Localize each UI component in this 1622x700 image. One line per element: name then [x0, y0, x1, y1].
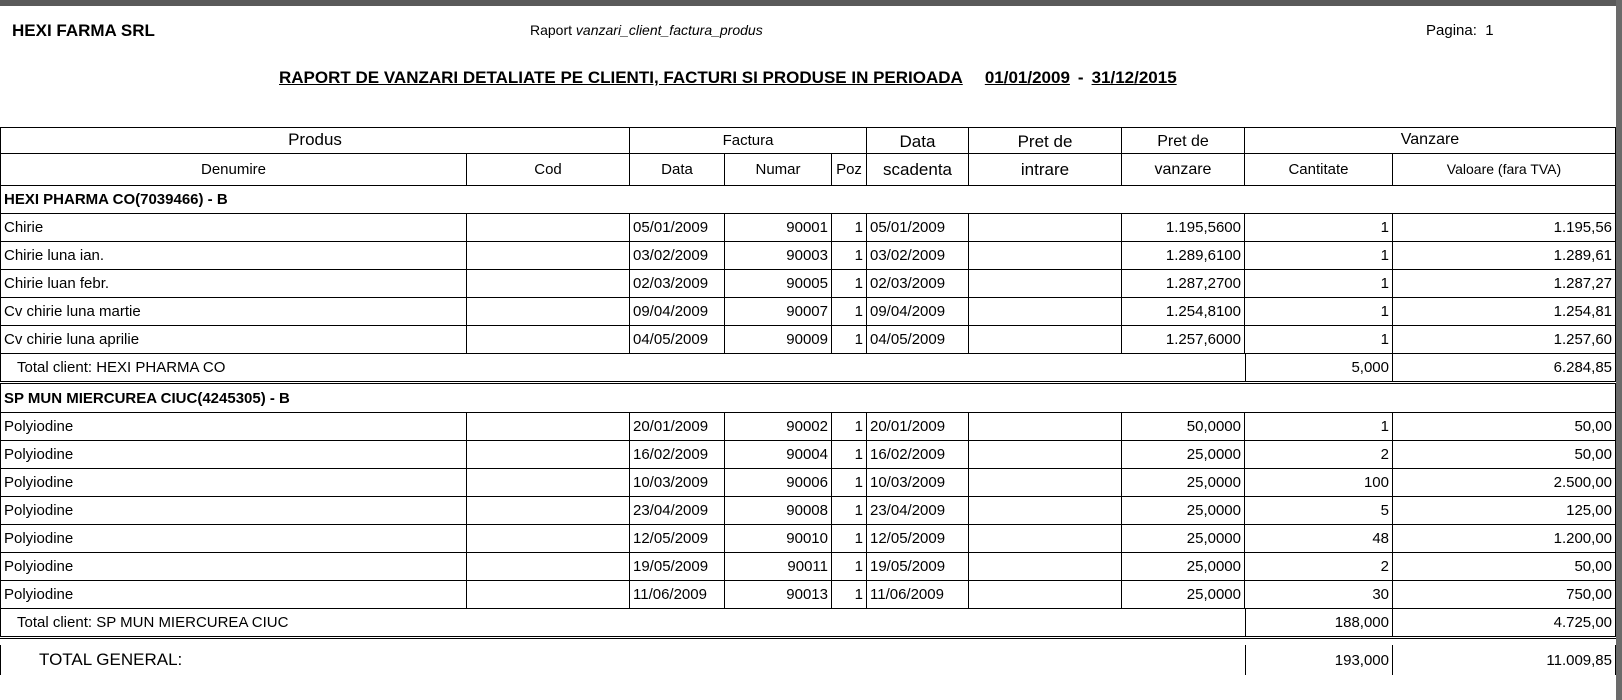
window-right-border	[1616, 0, 1622, 700]
report-title	[279, 68, 1177, 88]
cell-valoare: 1.289,61	[1393, 241, 1616, 269]
cell-poz: 1	[832, 213, 867, 241]
col-denumire: Denumire	[0, 153, 467, 185]
grand-total-row	[0, 645, 1616, 675]
table-row	[0, 440, 1616, 468]
cell-scadenta: 10/03/2009	[867, 468, 969, 496]
client-total-label: Total client: SP MUN MIERCUREA CIUC	[0, 608, 1245, 636]
cell-name: Chirie luna ian.	[0, 241, 467, 269]
cell-data: 03/02/2009	[630, 241, 725, 269]
report-identifier: vanzari_client_factura_produs	[575, 22, 763, 38]
cell-scadenta: 09/04/2009	[867, 297, 969, 325]
col-data: Data	[630, 153, 725, 185]
col-pret-intrare-line1: Pret de	[1017, 132, 1073, 151]
table-row	[0, 496, 1616, 524]
cell-numar: 90003	[725, 241, 832, 269]
cell-empty	[969, 213, 1122, 241]
date-separator: -	[1077, 68, 1084, 87]
cell-data: 12/05/2009	[630, 524, 725, 552]
cell-name: Polyiodine	[0, 412, 467, 440]
cell-empty	[467, 325, 630, 353]
cell-poz: 1	[832, 297, 867, 325]
cell-cantitate: 1	[1245, 269, 1393, 297]
cell-valoare: 1.287,27	[1393, 269, 1616, 297]
date-to: 31/12/2015	[1091, 68, 1177, 87]
grand-total-cantitate: 193,000	[1245, 645, 1393, 675]
cell-valoare: 1.195,56	[1393, 213, 1616, 241]
cell-empty	[969, 412, 1122, 440]
col-data-scadenta-line2: scadenta	[883, 160, 952, 179]
client-group-header	[0, 185, 1616, 213]
cell-data: 11/06/2009	[630, 580, 725, 608]
cell-valoare: 50,00	[1393, 412, 1616, 440]
cell-data: 05/01/2009	[630, 213, 725, 241]
cell-poz: 1	[832, 412, 867, 440]
cell-empty	[467, 297, 630, 325]
cell-scadenta: 04/05/2009	[867, 325, 969, 353]
cell-name: Polyiodine	[0, 524, 467, 552]
cell-empty	[467, 241, 630, 269]
cell-scadenta: 16/02/2009	[867, 440, 969, 468]
cell-valoare: 750,00	[1393, 580, 1616, 608]
table-row	[0, 297, 1616, 325]
cell-valoare: 1.254,81	[1393, 297, 1616, 325]
cell-valoare: 2.500,00	[1393, 468, 1616, 496]
table-row	[0, 269, 1616, 297]
cell-scadenta: 02/03/2009	[867, 269, 969, 297]
col-pret-vanzare-line1: Pret de	[1157, 133, 1209, 150]
cell-empty	[969, 297, 1122, 325]
cell-numar: 90013	[725, 580, 832, 608]
client-total-cantitate: 5,000	[1245, 353, 1393, 381]
cell-poz: 1	[832, 552, 867, 580]
cell-cantitate: 1	[1245, 412, 1393, 440]
cell-data: 04/05/2009	[630, 325, 725, 353]
cell-empty	[969, 269, 1122, 297]
col-valoare: Valoare (fara TVA)	[1393, 153, 1616, 185]
cell-empty	[467, 496, 630, 524]
table-row	[0, 325, 1616, 353]
cell-numar: 90010	[725, 524, 832, 552]
col-cod: Cod	[467, 153, 630, 185]
cell-poz: 1	[832, 241, 867, 269]
cell-name: Polyiodine	[0, 496, 467, 524]
cell-data: 10/03/2009	[630, 468, 725, 496]
cell-poz: 1	[832, 269, 867, 297]
cell-numar: 90004	[725, 440, 832, 468]
cell-empty	[467, 552, 630, 580]
cell-scadenta: 20/01/2009	[867, 412, 969, 440]
cell-scadenta: 03/02/2009	[867, 241, 969, 269]
client-group-header	[0, 384, 1616, 412]
cell-valoare: 50,00	[1393, 440, 1616, 468]
cell-valoare: 50,00	[1393, 552, 1616, 580]
report-prefix: Raport	[530, 22, 573, 38]
table-row	[0, 213, 1616, 241]
cell-name: Cv chirie luna martie	[0, 297, 467, 325]
cell-name: Chirie	[0, 213, 467, 241]
table-row	[0, 412, 1616, 440]
report-name	[530, 22, 763, 38]
cell-empty	[467, 412, 630, 440]
client-total-valoare: 6.284,85	[1393, 353, 1616, 381]
cell-pret-vanzare: 25,0000	[1122, 580, 1245, 608]
header-row-2	[0, 153, 1616, 185]
grand-total-valoare: 11.009,85	[1393, 645, 1616, 675]
cell-pret-vanzare: 1.289,6100	[1122, 241, 1245, 269]
client-total-valoare: 4.725,00	[1393, 608, 1616, 636]
col-pret-vanzare-line2: vanzare	[1154, 161, 1212, 178]
cell-numar: 90002	[725, 412, 832, 440]
col-poz: Poz	[832, 153, 867, 185]
cell-name: Chirie luan febr.	[0, 269, 467, 297]
client-total-row	[0, 353, 1616, 381]
cell-empty	[969, 325, 1122, 353]
col-pret-intrare-line2: intrare	[1020, 160, 1070, 179]
cell-empty	[467, 269, 630, 297]
table-row	[0, 524, 1616, 552]
page-label: Pagina:	[1426, 22, 1477, 39]
cell-cantitate: 2	[1245, 440, 1393, 468]
cell-poz: 1	[832, 325, 867, 353]
cell-cantitate: 1	[1245, 297, 1393, 325]
cell-empty	[969, 524, 1122, 552]
col-numar: Numar	[725, 153, 832, 185]
table-row	[0, 552, 1616, 580]
double-separator-line	[0, 636, 1616, 639]
cell-pret-vanzare: 1.195,5600	[1122, 213, 1245, 241]
window-top-border	[0, 0, 1622, 6]
col-produs: Produs	[0, 127, 630, 153]
cell-numar: 90001	[725, 213, 832, 241]
col-data-scadenta-line1: Data	[899, 132, 936, 151]
client-total-cantitate: 188,000	[1245, 608, 1393, 636]
cell-numar: 90005	[725, 269, 832, 297]
cell-pret-vanzare: 25,0000	[1122, 440, 1245, 468]
page-number: 1	[1485, 22, 1494, 39]
cell-empty	[969, 468, 1122, 496]
cell-name: Cv chirie luna aprilie	[0, 325, 467, 353]
col-vanzare: Vanzare	[1245, 127, 1616, 153]
cell-pret-vanzare: 1.254,8100	[1122, 297, 1245, 325]
table-row	[0, 241, 1616, 269]
cell-scadenta: 12/05/2009	[867, 524, 969, 552]
cell-scadenta: 11/06/2009	[867, 580, 969, 608]
client-name: SP MUN MIERCUREA CIUC(4245305) - B	[0, 384, 1616, 412]
cell-pret-vanzare: 25,0000	[1122, 524, 1245, 552]
cell-numar: 90006	[725, 468, 832, 496]
cell-numar: 90008	[725, 496, 832, 524]
cell-empty	[969, 580, 1122, 608]
cell-empty	[969, 241, 1122, 269]
cell-poz: 1	[832, 524, 867, 552]
cell-name: Polyiodine	[0, 552, 467, 580]
cell-name: Polyiodine	[0, 440, 467, 468]
cell-empty	[467, 468, 630, 496]
cell-numar: 90011	[725, 552, 832, 580]
cell-empty	[467, 580, 630, 608]
cell-empty	[969, 552, 1122, 580]
cell-empty	[969, 440, 1122, 468]
table-row	[0, 468, 1616, 496]
client-total-row	[0, 608, 1616, 636]
cell-cantitate: 48	[1245, 524, 1393, 552]
cell-scadenta: 19/05/2009	[867, 552, 969, 580]
cell-cantitate: 1	[1245, 213, 1393, 241]
client-name: HEXI PHARMA CO(7039466) - B	[0, 185, 1616, 213]
cell-poz: 1	[832, 496, 867, 524]
date-from: 01/01/2009	[984, 68, 1070, 87]
cell-cantitate: 1	[1245, 241, 1393, 269]
cell-pret-vanzare: 25,0000	[1122, 552, 1245, 580]
cell-data: 20/01/2009	[630, 412, 725, 440]
client-total-label: Total client: HEXI PHARMA CO	[0, 353, 1245, 381]
report-title-text: RAPORT DE VANZARI DETALIATE PE CLIENTI, FACTURI SI PRODUSE IN PERIOADA	[279, 68, 963, 87]
cell-pret-vanzare: 25,0000	[1122, 496, 1245, 524]
cell-poz: 1	[832, 580, 867, 608]
cell-cantitate: 2	[1245, 552, 1393, 580]
cell-cantitate: 100	[1245, 468, 1393, 496]
cell-pret-vanzare: 1.287,2700	[1122, 269, 1245, 297]
cell-name: Polyiodine	[0, 468, 467, 496]
cell-name: Polyiodine	[0, 580, 467, 608]
cell-valoare: 125,00	[1393, 496, 1616, 524]
cell-data: 02/03/2009	[630, 269, 725, 297]
cell-valoare: 1.257,60	[1393, 325, 1616, 353]
cell-cantitate: 5	[1245, 496, 1393, 524]
cell-pret-vanzare: 1.257,6000	[1122, 325, 1245, 353]
col-factura: Factura	[630, 127, 867, 153]
table-row	[0, 580, 1616, 608]
cell-empty	[467, 524, 630, 552]
cell-cantitate: 30	[1245, 580, 1393, 608]
company-name: HEXI FARMA SRL	[12, 21, 155, 40]
cell-scadenta: 23/04/2009	[867, 496, 969, 524]
cell-data: 16/02/2009	[630, 440, 725, 468]
cell-pret-vanzare: 25,0000	[1122, 468, 1245, 496]
cell-data: 19/05/2009	[630, 552, 725, 580]
cell-empty	[969, 496, 1122, 524]
cell-valoare: 1.200,00	[1393, 524, 1616, 552]
col-cantitate: Cantitate	[1245, 153, 1393, 185]
cell-pret-vanzare: 50,0000	[1122, 412, 1245, 440]
cell-data: 09/04/2009	[630, 297, 725, 325]
page-indicator	[1426, 22, 1494, 39]
cell-empty	[467, 213, 630, 241]
cell-cantitate: 1	[1245, 325, 1393, 353]
cell-poz: 1	[832, 468, 867, 496]
cell-data: 23/04/2009	[630, 496, 725, 524]
cell-empty	[467, 440, 630, 468]
cell-numar: 90007	[725, 297, 832, 325]
grand-total-label: TOTAL GENERAL:	[0, 645, 1245, 675]
cell-numar: 90009	[725, 325, 832, 353]
cell-poz: 1	[832, 440, 867, 468]
cell-scadenta: 05/01/2009	[867, 213, 969, 241]
